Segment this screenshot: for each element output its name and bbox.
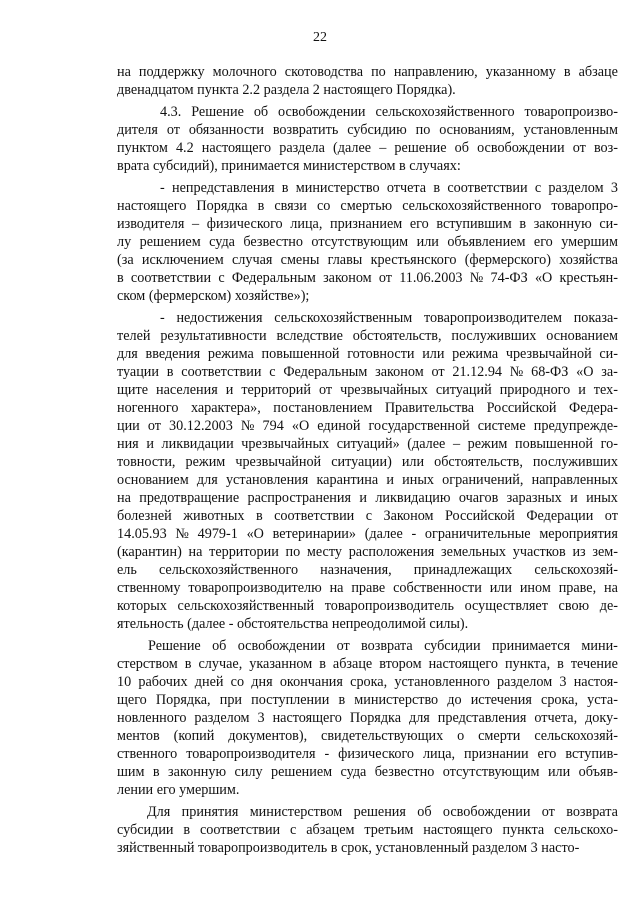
text-line: зяйственный товаропроизводитель в срок, установленный разделом 3 насто- — [117, 840, 580, 856]
text-line: (карантин) на территории по месту расположения земельных участков из зем- — [117, 544, 618, 560]
text-line: туации в соответствии с Федеральным законом от 21.12.94 № 68-ФЗ «О за- — [117, 364, 618, 380]
page-number: 22 — [313, 30, 327, 45]
text-line: настоящего Порядка в связи со смертью сельскохозяйственного товаропро- — [117, 198, 618, 214]
text-line: новленного разделом 3 настоящего Порядка для представления отчета, доку- — [117, 710, 618, 726]
text-line: щите населения и территорий от чрезвычайных ситуаций природного и тех- — [117, 382, 618, 398]
text-line: субсидии в соответствии с абзацем третьим настоящего пункта сельскохо- — [117, 822, 618, 838]
text-line: в соответствии с Федеральным законом от 11.06.2003 № 74-ФЗ «О крестьян- — [117, 270, 618, 286]
text-line: ском (фермерском) хозяйстве»); — [117, 288, 310, 304]
text-line: - непредставления в министерство отчета в соответствии с разделом 3 — [160, 180, 618, 196]
text-line: щего Порядка, при поступлении в министерство до истечения срока, уста- — [117, 692, 618, 708]
text-line: на поддержку молочного скотоводства по направлению, указанному в абзаце — [117, 64, 618, 80]
text-line: лу решением суда безвестно отсутствующим или объявлением его умершим — [117, 234, 618, 250]
text-line: товности, режим чрезвычайной ситуации) или обстоятельств, послуживших — [117, 454, 618, 470]
text-line: пунктом 4.2 настоящего раздела (далее – решение об освобождении от воз- — [117, 140, 618, 156]
text-line: ментов (копий документов), свидетельствующих о смерти сельскохозяй- — [117, 728, 618, 744]
text-line: дителя от обязанности возвратить субсидию по основаниям, установленным — [117, 122, 618, 138]
text-line: шим в законную силу решением суда безвестно отсутствующим или объяв- — [117, 764, 618, 780]
text-line: врата субсидий), принимается министерством в случаях: — [117, 158, 461, 174]
text-line: ния и ликвидации чрезвычайных ситуаций» (далее – режим повышенной го- — [117, 436, 618, 452]
text-line: ственного товаропроизводителя - физического лица, признании его вступив- — [117, 746, 618, 762]
text-line: для введения режима повышенной готовности или режима чрезвычайной си- — [117, 346, 618, 362]
text-line: ции от 30.12.2003 № 794 «О единой государственной системе предупрежде- — [117, 418, 618, 434]
text-line: Решение об освобождении от возврата субсидии принимается мини- — [148, 638, 618, 654]
text-line: телей результативности вследствие обстоятельств, послуживших основанием — [117, 328, 618, 344]
text-line: болезней животных в соответствии с Законом Российской Федерации от — [117, 508, 618, 524]
text-line: 10 рабочих дней со дня окончания срока, установленного разделом 3 настоя- — [117, 674, 618, 690]
text-line: двенадцатом пункта 2.2 раздела 2 настоящего Порядка). — [117, 82, 456, 98]
text-line: (за исключением случая смены главы крестьянского (фермерского) хозяйства — [117, 252, 618, 268]
text-line: 4.3. Решение об освобождении сельскохозяйственного товаропроизво- — [160, 104, 618, 120]
text-line: которых сельскохозяйственный товаропроизводитель осуществляет свою де- — [117, 598, 618, 614]
text-line: Для принятия министерством решения об освобождении от возврата — [147, 804, 618, 820]
text-line: лении его умершим. — [117, 782, 240, 798]
text-line: стерством в случае, указанном в абзаце втором настоящего пункта, в течение — [117, 656, 618, 672]
text-line: ственному товаропроизводителю на праве собственности или ином праве, на — [117, 580, 618, 596]
text-line: ногенного характера», постановлением Правительства Российской Федера- — [117, 400, 618, 416]
text-line: на предотвращение распространения и ликвидацию очагов заразных и иных — [117, 490, 618, 506]
text-line: ятельность (далее - обстоятельства непреодолимой силы). — [117, 616, 469, 632]
text-line: основанием для установления карантина и иных ограничений, направленных — [117, 472, 618, 488]
text-line: изводителя – физического лица, признанием его вступившим в законную си- — [117, 216, 618, 232]
text-line: ель сельскохозяйственного назначения, принадлежащих сельскохозяй- — [117, 562, 618, 578]
text-line: - недостижения сельскохозяйственным товаропроизводителем показа- — [160, 310, 618, 326]
text-line: 14.05.93 № 4979-1 «О ветеринарии» (далее - ограничительные мероприятия — [117, 526, 618, 542]
